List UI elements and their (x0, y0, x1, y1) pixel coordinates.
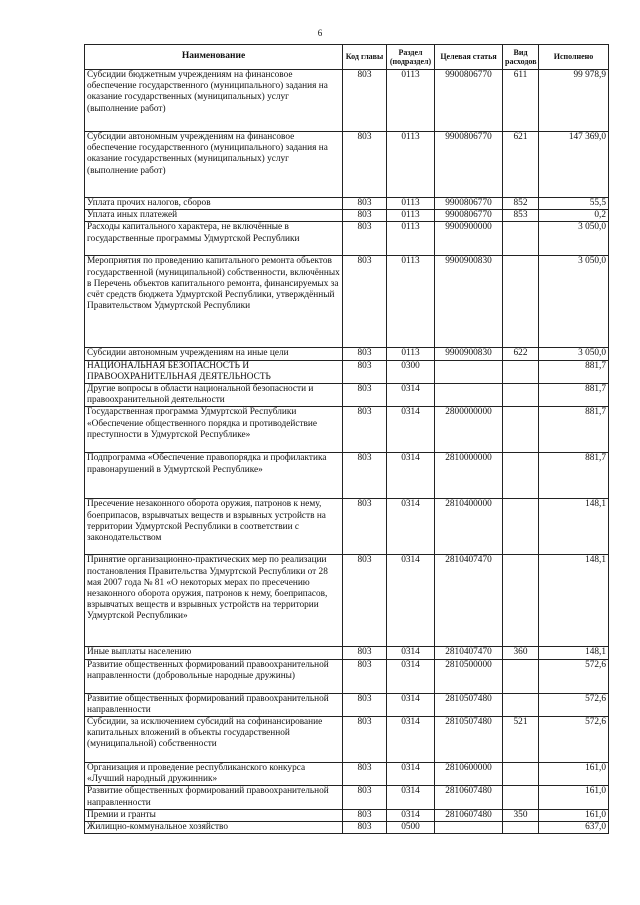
cell-celevaya: 2810407470 (435, 647, 503, 659)
cell-ved: 803 (343, 647, 387, 659)
cell-ved: 803 (343, 822, 387, 834)
header-name: Наименование (85, 45, 343, 70)
table-row (85, 647, 609, 659)
table-row (85, 717, 609, 763)
cell-celevaya: 2810507480 (435, 717, 503, 763)
cell-name: Другие вопросы в области национальной безопасности и правоохранительной деятельности (85, 384, 343, 407)
cell-name: Пресечение незаконного оборота оружия, патронов к нему, боеприпасов, взрывчатых веществ и взрывных устройств на территории Удмуртской Республики в соответствии с законодательством (85, 499, 343, 555)
cell-ved: 803 (343, 70, 387, 132)
cell-razdel: 0314 (387, 717, 435, 763)
cell-name: Субсидии автономным учреждениям на иные цели (85, 348, 343, 360)
cell-ved: 803 (343, 717, 387, 763)
cell-name: Развитие общественных формирований правоохранительной направленности (добровольные народные дружины) (85, 659, 343, 693)
cell-razdel: 0314 (387, 555, 435, 647)
cell-name: Развитие общественных формирований правоохранительной направленности (85, 693, 343, 716)
table-row (85, 70, 609, 132)
cell-ved: 803 (343, 499, 387, 555)
cell-razdel: 0113 (387, 348, 435, 360)
table-row (85, 809, 609, 821)
cell-ved: 803 (343, 384, 387, 407)
cell-vid (503, 693, 539, 716)
cell-celevaya: 9900806770 (435, 198, 503, 210)
cell-name: Уплата прочих налогов, сборов (85, 198, 343, 210)
table-header-row (85, 45, 609, 70)
cell-celevaya: 2810000000 (435, 453, 503, 499)
table-row (85, 659, 609, 693)
header-vid: Вид расходов (503, 45, 539, 70)
cell-ispolneno: 148,1 (539, 647, 609, 659)
cell-razdel: 0113 (387, 210, 435, 222)
cell-razdel: 0314 (387, 384, 435, 407)
cell-celevaya (435, 384, 503, 407)
table-row (85, 499, 609, 555)
table-row (85, 822, 609, 834)
cell-celevaya: 2800000000 (435, 407, 503, 453)
cell-razdel: 0314 (387, 809, 435, 821)
cell-ved: 803 (343, 763, 387, 786)
table-row (85, 132, 609, 198)
cell-ispolneno: 0,2 (539, 210, 609, 222)
cell-celevaya: 2810400000 (435, 499, 503, 555)
cell-ispolneno: 161,0 (539, 763, 609, 786)
cell-celevaya: 9900806770 (435, 132, 503, 198)
cell-ispolneno: 637,0 (539, 822, 609, 834)
cell-celevaya: 2810407470 (435, 555, 503, 647)
table-row (85, 348, 609, 360)
table-row (85, 384, 609, 407)
table-row (85, 555, 609, 647)
header-ved: Код главы (343, 45, 387, 70)
cell-vid: 360 (503, 647, 539, 659)
cell-ispolneno: 55,5 (539, 198, 609, 210)
cell-celevaya: 2810607480 (435, 809, 503, 821)
cell-name: Организация и проведение республиканского конкурса «Лучший народный дружинник» (85, 763, 343, 786)
cell-razdel: 0113 (387, 256, 435, 348)
cell-name: Иные выплаты населению (85, 647, 343, 659)
cell-vid (503, 384, 539, 407)
cell-ispolneno: 881,7 (539, 360, 609, 383)
cell-celevaya (435, 822, 503, 834)
cell-name: Жилищно-коммунальное хозяйство (85, 822, 343, 834)
cell-ved: 803 (343, 360, 387, 383)
cell-celevaya: 2810500000 (435, 659, 503, 693)
cell-celevaya: 2810600000 (435, 763, 503, 786)
cell-ispolneno: 881,7 (539, 407, 609, 453)
cell-name: Премии и гранты (85, 809, 343, 821)
table-row (85, 453, 609, 499)
cell-name: Расходы капитального характера, не включённые в государственные программы Удмуртской Республики (85, 222, 343, 256)
cell-ispolneno: 161,0 (539, 786, 609, 809)
cell-razdel: 0300 (387, 360, 435, 383)
cell-ved: 803 (343, 693, 387, 716)
cell-name: Принятие организационно-практических мер по реализации постановления Правительства Удмуртской Республики от 28 мая 2007 года № 81 «О некоторых мерах по пресечению незаконного оборота оружия, патронов к нему, боеприпасов, взрывчатых веществ и взрывных устройств на территории Удмуртской Республики» (85, 555, 343, 647)
cell-vid (503, 256, 539, 348)
table-row (85, 198, 609, 210)
cell-vid (503, 360, 539, 383)
cell-ispolneno: 881,7 (539, 384, 609, 407)
cell-vid: 622 (503, 348, 539, 360)
cell-name: Подпрограмма «Обеспечение правопорядка и профилактика правонарушений в Удмуртской Республике» (85, 453, 343, 499)
cell-ispolneno: 147 369,0 (539, 132, 609, 198)
cell-celevaya: 2810507480 (435, 693, 503, 716)
cell-ved: 803 (343, 453, 387, 499)
cell-celevaya: 9900806770 (435, 70, 503, 132)
cell-ispolneno: 3 050,0 (539, 256, 609, 348)
cell-celevaya: 2810607480 (435, 786, 503, 809)
cell-ved: 803 (343, 198, 387, 210)
cell-razdel: 0314 (387, 659, 435, 693)
table-row (85, 693, 609, 716)
cell-celevaya: 9900806770 (435, 210, 503, 222)
cell-vid (503, 222, 539, 256)
table-row (85, 407, 609, 453)
cell-vid (503, 659, 539, 693)
cell-ispolneno: 148,1 (539, 499, 609, 555)
header-celevaya: Целевая статья (435, 45, 503, 70)
cell-vid (503, 786, 539, 809)
cell-razdel: 0314 (387, 407, 435, 453)
cell-ved: 803 (343, 555, 387, 647)
cell-name: Мероприятия по проведению капитального ремонта объектов государственной (муниципальной) собственности, включённых в Перечень объектов капитального ремонта, финансируемых за счёт средств бюджета Удмуртской Республики, утверждённый Правительством Удмуртской Республики (85, 256, 343, 348)
cell-razdel: 0113 (387, 132, 435, 198)
table-row (85, 210, 609, 222)
cell-razdel: 0314 (387, 786, 435, 809)
table-row (85, 786, 609, 809)
cell-vid (503, 555, 539, 647)
cell-ved: 803 (343, 786, 387, 809)
cell-celevaya: 9900900830 (435, 256, 503, 348)
cell-vid: 521 (503, 717, 539, 763)
cell-ved: 803 (343, 407, 387, 453)
cell-ved: 803 (343, 210, 387, 222)
cell-name: Субсидии автономным учреждениям на финансовое обеспечение государственного (муниципального) задания на оказание государственных (муниципальных) услуг (выполнение работ) (85, 132, 343, 198)
cell-ispolneno: 572,6 (539, 693, 609, 716)
cell-celevaya (435, 360, 503, 383)
table-row (85, 222, 609, 256)
cell-razdel: 0314 (387, 453, 435, 499)
cell-name: НАЦИОНАЛЬНАЯ БЕЗОПАСНОСТЬ И ПРАВООХРАНИТЕЛЬНАЯ ДЕЯТЕЛЬНОСТЬ (85, 360, 343, 383)
header-ispolneno: Исполнено (539, 45, 609, 70)
budget-table (84, 44, 609, 834)
cell-razdel: 0500 (387, 822, 435, 834)
cell-celevaya: 9900900000 (435, 222, 503, 256)
cell-ved: 803 (343, 809, 387, 821)
cell-vid: 852 (503, 198, 539, 210)
cell-ved: 803 (343, 256, 387, 348)
cell-ispolneno: 572,6 (539, 659, 609, 693)
cell-razdel: 0113 (387, 198, 435, 210)
cell-vid: 611 (503, 70, 539, 132)
header-razdel: Раздел (подраздел) (387, 45, 435, 70)
cell-ved: 803 (343, 348, 387, 360)
cell-name: Субсидии бюджетным учреждениям на финансовое обеспечение государственного (муниципального) задания на оказание государственных (муниципальных) услуг (выполнение работ) (85, 70, 343, 132)
cell-ispolneno: 148,1 (539, 555, 609, 647)
cell-razdel: 0314 (387, 763, 435, 786)
page-number: 6 (317, 28, 323, 38)
cell-ispolneno: 3 050,0 (539, 222, 609, 256)
cell-ispolneno: 881,7 (539, 453, 609, 499)
cell-razdel: 0113 (387, 222, 435, 256)
cell-razdel: 0314 (387, 647, 435, 659)
cell-vid: 350 (503, 809, 539, 821)
cell-name: Развитие общественных формирований правоохранительной направленности (85, 786, 343, 809)
table-row (85, 763, 609, 786)
cell-razdel: 0314 (387, 693, 435, 716)
cell-ved: 803 (343, 659, 387, 693)
cell-name: Уплата иных платежей (85, 210, 343, 222)
cell-ispolneno: 3 050,0 (539, 348, 609, 360)
cell-vid (503, 407, 539, 453)
cell-vid (503, 763, 539, 786)
cell-ved: 803 (343, 222, 387, 256)
table-row (85, 256, 609, 348)
cell-razdel: 0113 (387, 70, 435, 132)
cell-vid (503, 822, 539, 834)
cell-ispolneno: 99 978,9 (539, 70, 609, 132)
cell-celevaya: 9900900830 (435, 348, 503, 360)
cell-ispolneno: 161,0 (539, 809, 609, 821)
cell-razdel: 0314 (387, 499, 435, 555)
table-row (85, 360, 609, 383)
cell-vid: 853 (503, 210, 539, 222)
cell-vid: 621 (503, 132, 539, 198)
cell-ispolneno: 572,6 (539, 717, 609, 763)
cell-name: Субсидии, за исключением субсидий на софинансирование капитальных вложений в объекты государственной (муниципальной) собственности (85, 717, 343, 763)
cell-vid (503, 499, 539, 555)
cell-name: Государственная программа Удмуртской Республики «Обеспечение общественного порядка и противодействие преступности в Удмуртской Республике» (85, 407, 343, 453)
cell-ved: 803 (343, 132, 387, 198)
cell-vid (503, 453, 539, 499)
